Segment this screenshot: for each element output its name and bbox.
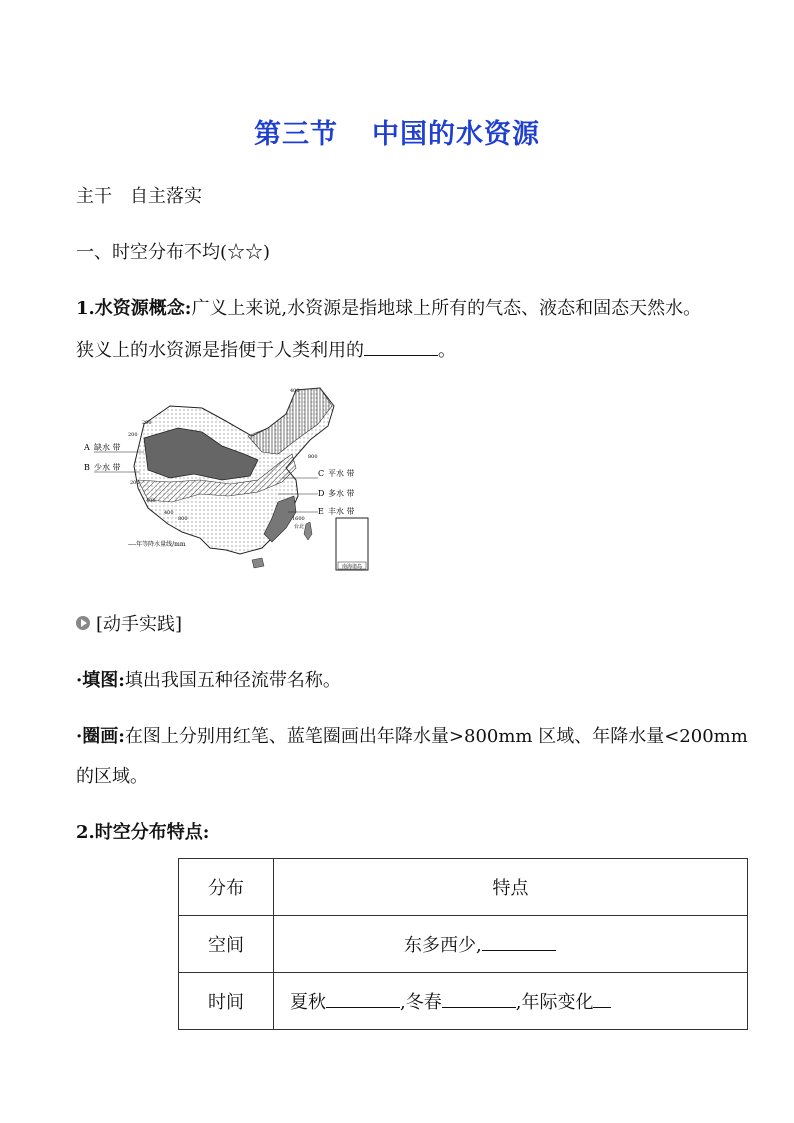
answer-blank[interactable] [442,1006,516,1008]
isoline-label: 200 [130,480,140,486]
map-legend: ----年等降水量线/mm [128,541,186,548]
isoline-label: 200 [128,432,138,438]
isoline-label: 800 [178,516,188,522]
play-icon [76,616,90,630]
label-a-text: 缺水 带 [94,443,121,452]
table-header-row [179,859,748,916]
item-1-text: 广义上来说,水资源是指地球上所有的气态、液态和固态天然水。 [191,298,702,319]
row2-text-3: ,年际变化 [515,992,594,1013]
label-c: C [318,469,325,478]
label-a: A [84,443,90,452]
item-2-label: 2.时空分布特点: [76,822,210,843]
table-cell: 空间 [179,916,274,973]
section-label: 主干 自主落实 [76,186,202,207]
label-d-text: 多水 带 [328,489,355,498]
fill-label: ·填图: [76,670,125,691]
label-d: D [318,489,325,498]
zone-c-region [248,388,332,454]
row1-text: 东多西少, [404,935,482,956]
table-row [179,916,748,973]
china-runoff-map [82,384,376,576]
item-1-text-end: 。 [438,340,456,361]
isoline-label: 200 [142,420,152,426]
inset-label: 南海诸岛 [341,564,363,570]
row2-text-1: 夏秋 [290,992,326,1013]
label-b: B [84,463,90,472]
table-cell [274,916,748,973]
page-title: 第三节 中国的水资源 [254,119,540,150]
fill-text: 填出我国五种径流带名称。 [124,670,341,691]
label-b-text: 少水 带 [94,463,121,472]
fill-instruction [76,666,341,692]
row2-text-2: ,冬春 [400,992,442,1013]
item-1-line-1 [76,294,701,320]
answer-blank[interactable] [482,949,556,951]
features-table [178,858,748,1030]
circle-instruction [76,722,748,748]
isoline-label: 1600 [292,516,305,522]
answer-blank[interactable] [326,1006,400,1008]
hainan-island [252,558,264,568]
isoline-label: 800 [308,454,318,460]
circle-instruction-2: 的区域。 [76,766,148,787]
taiwan-label: 台北 [294,524,305,530]
heading-1: 一、时空分布不均(☆☆) [76,242,271,263]
answer-blank[interactable] [364,354,438,356]
item-1-line-2 [76,336,456,362]
table-row [179,973,748,1030]
label-c-text: 平水 带 [328,469,355,478]
isoline-label: 400 [290,388,300,394]
label-e: E [318,507,324,516]
practice-header [76,610,182,636]
table-header-cell: 分布 [179,859,274,916]
table-cell [274,973,748,1030]
item-1-label: 1.水资源概念: [76,298,192,319]
answer-blank[interactable] [593,1006,611,1008]
isoline-label: 400 [146,498,156,504]
taiwan-island [304,522,312,540]
isoline-label: 400 [164,510,174,516]
table-cell: 时间 [179,973,274,1030]
label-e-text: 丰水 带 [328,507,355,516]
circle-text: 在图上分别用红笔、蓝笔圈画出年降水量>800mm 区域、年降水量<200mm [124,726,748,747]
item-1-text-2: 狭义上的水资源是指便于人类利用的 [76,340,364,361]
circle-label: ·圈画: [76,726,125,747]
table-header-cell: 特点 [274,859,748,916]
practice-header-text: [动手实践] [96,614,183,635]
